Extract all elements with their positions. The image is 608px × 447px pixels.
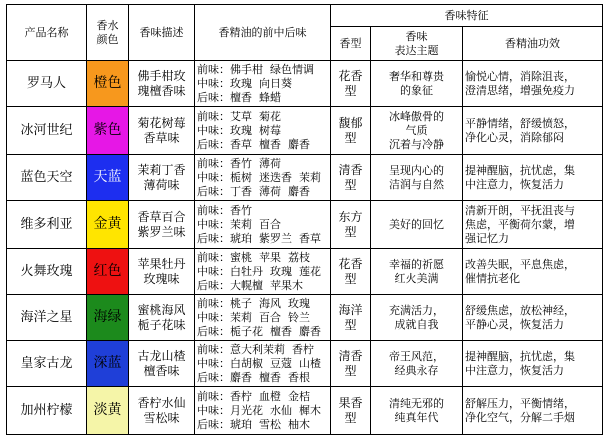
product-name: 冰河世纪 (7, 107, 87, 155)
effect-line: 提神醒脑，抗忧虑，集 (465, 163, 575, 177)
oil-effect (463, 155, 603, 201)
scent-notes (195, 341, 331, 387)
notes-line: 前味：香竹 薄荷 (197, 156, 281, 170)
scent-type (331, 387, 371, 435)
effect-line: 改善失眠，平息焦虑， (465, 257, 575, 271)
scent-type (331, 61, 371, 107)
type-line: 果香 (338, 395, 363, 410)
product-name: 皇家古龙 (7, 341, 87, 387)
type-line: 清香 (338, 162, 363, 177)
header-type: 香型 (331, 27, 371, 61)
desc-line: 紫罗兰味 (137, 224, 186, 239)
type-line: 清香 (338, 348, 363, 363)
scent-notes (195, 249, 331, 295)
notes-line: 前味：香柠 血橙 金桔 (197, 389, 310, 403)
theme-line: 帝王风范， (389, 349, 444, 363)
scent-description (129, 341, 195, 387)
desc-line: 玫瑰味 (143, 271, 180, 286)
scent-type (331, 155, 371, 201)
oil-effect (463, 341, 603, 387)
scent-theme (371, 387, 463, 435)
theme-line: 清纯无邪的 (389, 396, 444, 410)
scent-theme (371, 201, 463, 249)
effect-line: 舒解压力，平衡情绪， (465, 396, 575, 410)
color-swatch: 紫色 (87, 107, 129, 155)
effect-line: 焦虑，平衡荷尔蒙，增 (465, 217, 575, 231)
scent-type (331, 201, 371, 249)
product-name: 火舞玫瑰 (7, 249, 87, 295)
theme-line: 奢华和尊贵 (389, 69, 444, 83)
oil-effect (463, 249, 603, 295)
scent-description (129, 249, 195, 295)
header-theme (371, 27, 463, 61)
oil-effect (463, 107, 603, 155)
oil-effect (463, 295, 603, 341)
table-row (7, 387, 603, 435)
product-name: 蓝色天空 (7, 155, 87, 201)
type-line: 东方 (338, 209, 363, 224)
color-swatch: 金黄 (87, 201, 129, 249)
effect-line: 澄清思绪，增强免疫力 (465, 83, 575, 97)
desc-line: 薄荷味 (143, 177, 180, 192)
theme-line: 充满活力， (389, 303, 444, 317)
theme-line: 呈现内心的 (389, 163, 444, 177)
notes-line: 前味：蜜桃 苹果 荔枝 (197, 250, 310, 264)
theme-line: 经典永存 (394, 363, 439, 377)
header-theme-line: 香味 (405, 29, 428, 43)
notes-line: 前味：桃子 海风 玫瑰 (197, 296, 310, 310)
product-name: 加州柠檬 (7, 387, 87, 435)
effect-line: 强记忆力 (465, 231, 509, 245)
effect-line: 净化空气，分解二手烟 (465, 410, 575, 424)
scent-notes (195, 201, 331, 249)
desc-line: 佛手柑玫 (137, 68, 186, 83)
theme-line: 的象征 (400, 83, 433, 97)
scent-type (331, 249, 371, 295)
notes-line: 后味：香草 檀香 麝香 (197, 137, 310, 151)
scent-theme (371, 61, 463, 107)
notes-line: 后味：丁香 薄荷 麝香 (197, 184, 310, 198)
header-color (87, 5, 129, 61)
notes-line: 中味：白胡椒 豆蔻 山楂 (197, 356, 321, 370)
scent-description (129, 295, 195, 341)
type-line: 馥郁 (338, 115, 363, 130)
type-line: 型 (344, 363, 357, 378)
type-line: 花香 (338, 256, 363, 271)
desc-line: 香柠水仙 (137, 395, 186, 410)
oil-effect (463, 61, 603, 107)
theme-line: 美好的回忆 (389, 217, 444, 231)
effect-line: 净化心灵，消除郁闷 (465, 130, 564, 144)
effect-line: 平静情绪，舒缓愤怒， (465, 116, 575, 130)
table-row (7, 201, 603, 249)
type-line: 型 (344, 130, 357, 145)
effect-line: 中注意力，恢复活力 (465, 363, 564, 377)
desc-line: 雪松味 (143, 410, 180, 425)
theme-line: 洁润与自然 (389, 177, 444, 191)
table-row (7, 61, 603, 107)
effect-line: 提神醒脑，抗忧虑，集 (465, 349, 575, 363)
header-color-line: 香水 (96, 18, 119, 32)
type-line: 型 (344, 83, 357, 98)
type-line: 型 (344, 317, 357, 332)
notes-line: 前味：艾草 菊花 (197, 109, 281, 123)
notes-line: 后味：大幌檀 苹果木 (197, 278, 303, 292)
theme-line: 幸福的祈愿 (389, 257, 444, 271)
desc-line: 古龙山楂 (137, 348, 186, 363)
scent-description (129, 387, 195, 435)
table-row (7, 295, 603, 341)
scent-description (129, 201, 195, 249)
desc-line: 苹果牡丹 (137, 256, 186, 271)
notes-line: 后味：檀香 蜂蜡 (197, 90, 281, 104)
scent-description (129, 107, 195, 155)
oil-effect (463, 201, 603, 249)
perfume-table (6, 4, 603, 435)
table-row (7, 249, 603, 295)
product-name: 罗马人 (7, 61, 87, 107)
desc-line: 茉莉丁香 (137, 162, 186, 177)
scent-theme (371, 107, 463, 155)
notes-line: 前味：意大利茉莉 香柠 (197, 342, 314, 356)
table-row (7, 341, 603, 387)
scent-type (331, 107, 371, 155)
effect-line: 清新开朗，平抚沮丧与 (465, 203, 575, 217)
scent-description (129, 155, 195, 201)
effect-line: 平静心灵，恢复活力 (465, 317, 564, 331)
scent-theme (371, 341, 463, 387)
scent-theme (371, 249, 463, 295)
type-line: 海洋 (338, 302, 363, 317)
scent-notes (195, 61, 331, 107)
desc-line: 菊花树莓 (137, 115, 186, 130)
header-desc: 香味描述 (129, 5, 195, 61)
color-swatch: 深蓝 (87, 341, 129, 387)
scent-theme (371, 155, 463, 201)
header-notes: 香精油的前中后味 (195, 5, 331, 61)
notes-line: 前味：香竹 (197, 203, 252, 217)
type-line: 型 (344, 224, 357, 239)
notes-line: 中味：玫瑰 树莓 (197, 123, 281, 137)
theme-line: 气质 (405, 123, 428, 137)
color-swatch: 海绿 (87, 295, 129, 341)
type-line: 型 (344, 177, 357, 192)
color-swatch: 淡黄 (87, 387, 129, 435)
theme-line: 冰峰傲骨的 (389, 109, 444, 123)
desc-line: 香草味 (143, 130, 180, 145)
notes-line: 后味：栀子花 檀香 麝香 (197, 324, 321, 338)
scent-notes (195, 387, 331, 435)
notes-line: 中味：茉莉 百合 铃兰 (197, 310, 310, 324)
desc-line: 蜜桃海风 (137, 302, 186, 317)
product-name: 维多利亚 (7, 201, 87, 249)
type-line: 型 (344, 271, 357, 286)
effect-line: 催情抗老化 (465, 271, 520, 285)
effect-line: 愉悦心情，消除沮丧， (465, 69, 575, 83)
notes-line: 中味：玫瑰 向日葵 (197, 76, 292, 90)
type-line: 花香 (338, 68, 363, 83)
effect-line: 中注意力，恢复活力 (465, 177, 564, 191)
notes-line: 中味：茉莉 百合 (197, 217, 281, 231)
color-swatch: 红色 (87, 249, 129, 295)
theme-line: 红火美满 (394, 271, 439, 285)
scent-notes (195, 295, 331, 341)
header-theme-line: 表达主题 (394, 43, 439, 57)
scent-notes (195, 155, 331, 201)
table-row (7, 107, 603, 155)
oil-effect (463, 387, 603, 435)
scent-description (129, 61, 195, 107)
color-swatch: 橙色 (87, 61, 129, 107)
theme-line: 成就自我 (394, 317, 439, 331)
notes-line: 后味：麝香 檀香 香根 (197, 370, 310, 384)
header-effect: 香精油功效 (463, 27, 603, 61)
notes-line: 中味：白牡丹 玫瑰 莲花 (197, 264, 321, 278)
desc-line: 瑰檀香味 (137, 83, 186, 98)
notes-line: 中味：月光花 水仙 樨木 (197, 403, 321, 417)
desc-line: 香草百合 (137, 209, 186, 224)
effect-line: 舒缓焦虑，放松神经， (465, 303, 575, 317)
scent-type (331, 341, 371, 387)
header-product: 产品名称 (7, 5, 87, 61)
desc-line: 栀子花味 (137, 317, 186, 332)
table-row (7, 155, 603, 201)
scent-notes (195, 107, 331, 155)
product-name: 海洋之星 (7, 295, 87, 341)
theme-line: 沉着与冷静 (389, 137, 444, 151)
notes-line: 后味：琥珀 雪松 柚木 (197, 417, 310, 431)
notes-line: 中味：栀树 迷迭香 茉莉 (197, 170, 321, 184)
notes-line: 后味：琥珀 紫罗兰 香草 (197, 231, 321, 245)
scent-type (331, 295, 371, 341)
header-color-line: 颜色 (96, 32, 119, 46)
header-features: 香味特征 (331, 5, 603, 27)
scent-theme (371, 295, 463, 341)
type-line: 型 (344, 410, 357, 425)
desc-line: 檀香味 (143, 363, 180, 378)
theme-line: 纯真年代 (394, 410, 439, 424)
color-swatch: 天蓝 (87, 155, 129, 201)
notes-line: 前味：佛手柑 绿色情调 (197, 62, 314, 76)
